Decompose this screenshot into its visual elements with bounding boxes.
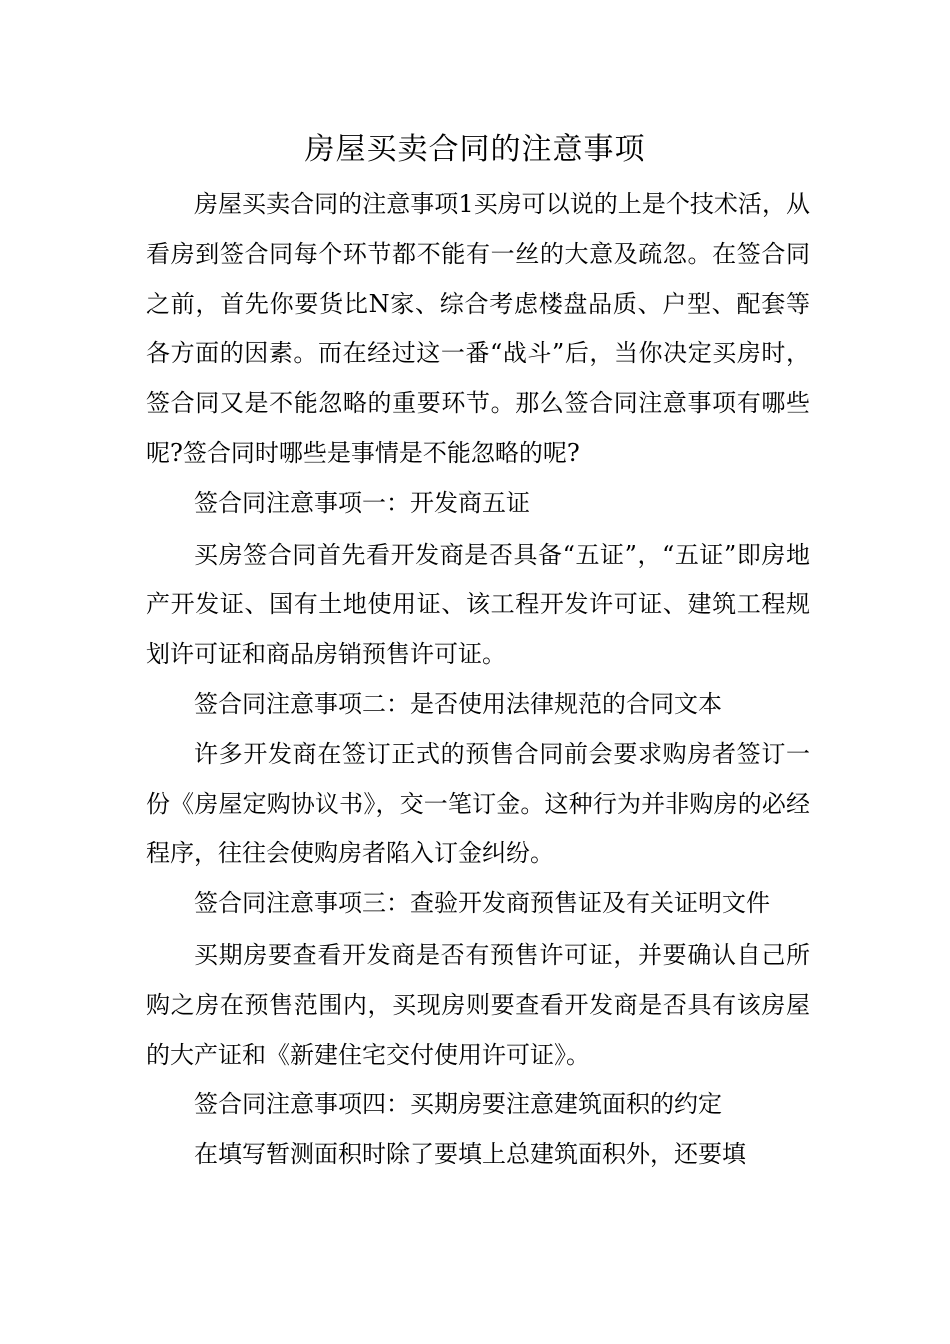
paragraph-five-certificates: 买房签合同首先看开发商是否具备“五证”，“五证”即房地产开发证、国有土地使用证、该工程开发许可证、建筑工程规划许可证和商品房销预售许可证。 <box>146 540 810 669</box>
paragraph-building-area: 在填写暂测面积时除了要填上总建筑面积外，还要填 <box>194 1140 746 1169</box>
paragraph-purchase-agreement: 许多开发商在签订正式的预售合同前会要求购房者签订一份《房屋定购协议书》，交一笔订金。这种行为并非购房的必经程序，往往会使购房者陷入订金纠纷。 <box>146 739 810 868</box>
document-body <box>146 180 810 1180</box>
heading-item-three: 签合同注意事项三：查验开发商预售证及有关证明文件 <box>194 889 770 918</box>
heading-item-two: 签合同注意事项二：是否使用法律规范的合同文本 <box>194 689 722 718</box>
heading-item-four: 签合同注意事项四：买期房要注意建筑面积的约定 <box>194 1090 722 1119</box>
paragraph-intro: 房屋买卖合同的注意事项1买房可以说的上是个技术活，从看房到签合同每个环节都不能有一丝的大意及疏忽。在签合同之前，首先你要货比N家、综合考虑楼盘品质、户型、配套等各方面的因素。而在经过这一番“战斗”后，当你决定买房时，签合同又是不能忽略的重要环节。那么签合同注意事项有哪些呢?签合同时哪些是事情是不能忽略的呢? <box>146 190 810 467</box>
document-title: 房屋买卖合同的注意事项 <box>304 132 646 167</box>
paragraph-presale-permit: 买期房要查看开发商是否有预售许可证，并要确认自己所购之房在预售范围内，买现房则要查看开发商是否具有该房屋的大产证和《新建住宅交付使用许可证》。 <box>146 940 810 1069</box>
heading-item-one: 签合同注意事项一：开发商五证 <box>194 488 530 517</box>
